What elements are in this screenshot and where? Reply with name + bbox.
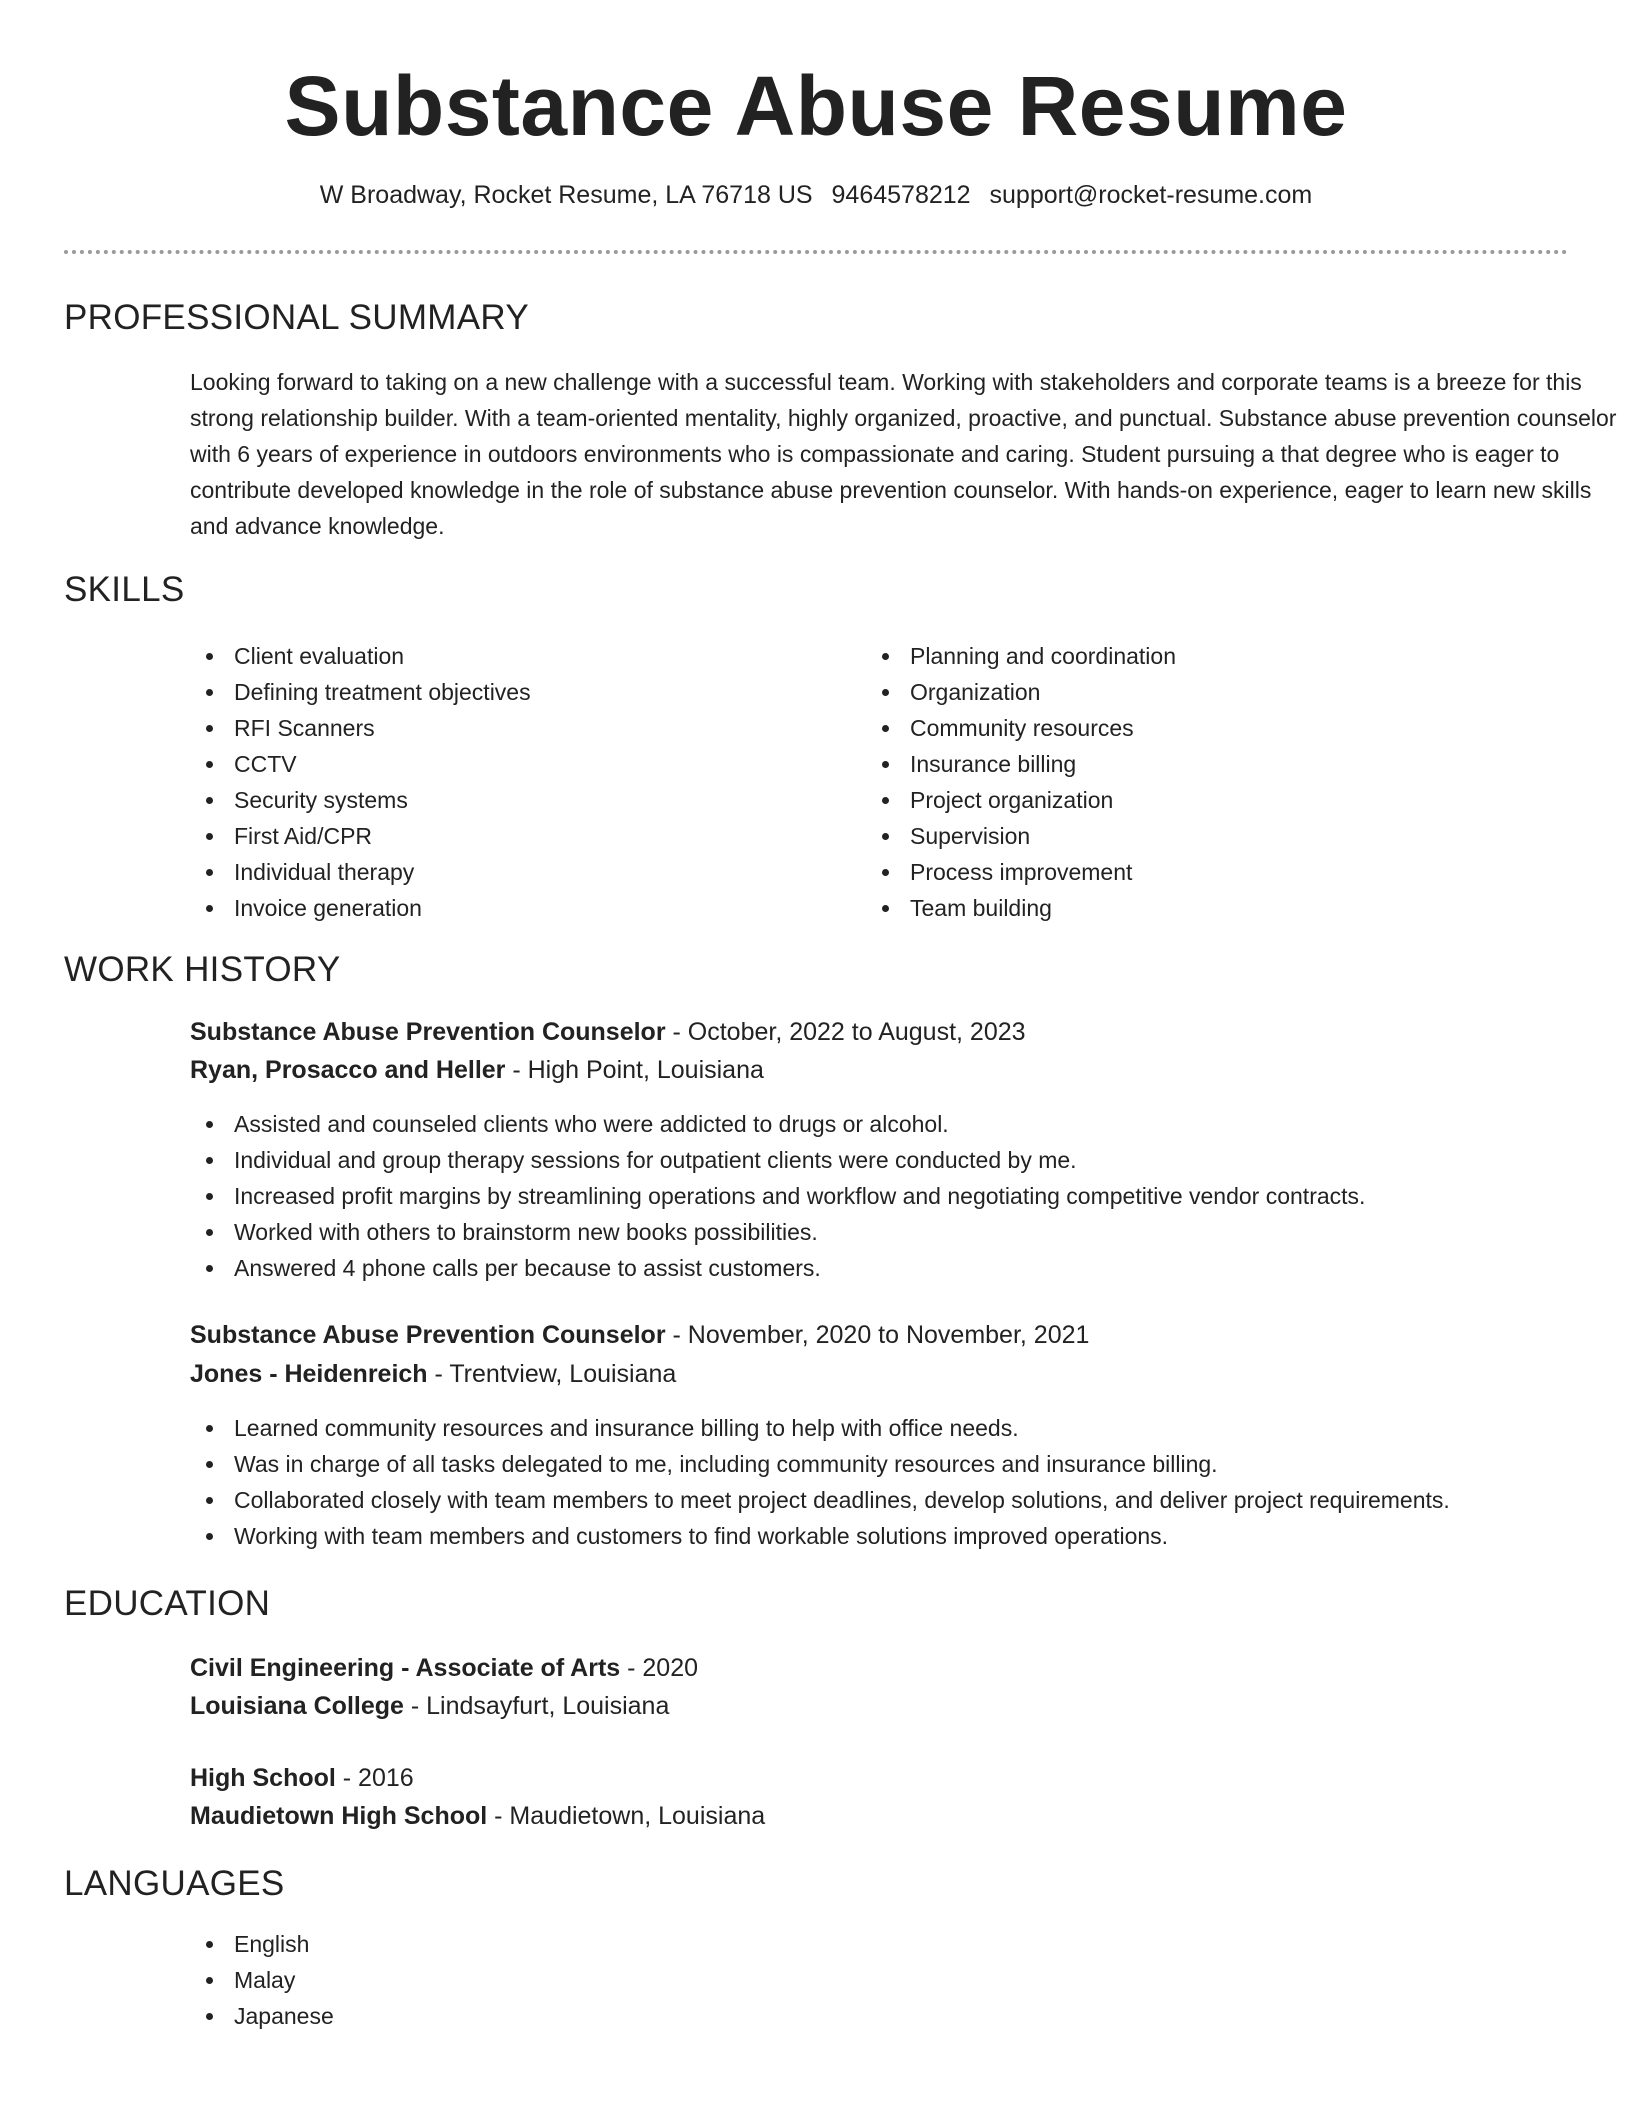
languages-list <box>190 1926 334 2034</box>
education-degree: Civil Engineering - Associate of Arts <box>190 1654 621 1682</box>
summary-text: Looking forward to taking on a new challenge with a successful team. Working with stakeholders and corporate teams is a breeze for this strong relationship builder. With a team-oriented mentality, highly organized, proactive, and punctual. Substance abuse prevention counselor with 6 years of experience in outdoors environments who is compassionate and caring. Student pursuing a that degree who is eager to contribute developed knowledge in the role of substance abuse prevention counselor. With hands-on experience, eager to learn new skills and advance knowledge. <box>190 369 1617 539</box>
work-heading: WORK HISTORY <box>64 950 341 989</box>
language-item: Malay <box>190 1962 334 1998</box>
education-school-line <box>190 1798 765 1834</box>
education-school: Louisiana College <box>190 1692 404 1720</box>
education-school-line <box>190 1688 669 1724</box>
skill-item: Team building <box>866 890 1176 926</box>
skill-item: Organization <box>866 674 1176 710</box>
education-degree: High School <box>190 1764 336 1792</box>
education-heading: EDUCATION <box>64 1584 271 1623</box>
skill-item: Defining treatment objectives <box>190 674 531 710</box>
job-bullet: Individual and group therapy sessions for outpatient clients were conducted by me. <box>190 1142 1365 1178</box>
job-title-line <box>190 1014 1026 1050</box>
contact-email: support@rocket-resume.com <box>989 181 1313 209</box>
job-bullet: Was in charge of all tasks delegated to me, including community resources and insurance billing. <box>190 1446 1450 1482</box>
job-dates: - November, 2020 to November, 2021 <box>665 1321 1090 1349</box>
education-location: - Maudietown, Louisiana <box>487 1802 766 1830</box>
job-bullet: Learned community resources and insurance billing to help with office needs. <box>190 1410 1450 1446</box>
job-company: Ryan, Prosacco and Heller <box>190 1056 506 1084</box>
job-title: Substance Abuse Prevention Counselor <box>190 1018 666 1046</box>
education-year: - 2016 <box>335 1764 414 1792</box>
skill-item: Security systems <box>190 782 531 818</box>
resume-page <box>64 0 1617 2029</box>
skills-heading: SKILLS <box>64 570 185 609</box>
skills-list-left <box>190 638 531 926</box>
job-company: Jones - Heidenreich <box>190 1360 428 1388</box>
skill-item: Individual therapy <box>190 854 531 890</box>
contact-address: W Broadway, Rocket Resume, LA 76718 US <box>319 181 813 209</box>
job-title: Substance Abuse Prevention Counselor <box>190 1321 666 1349</box>
education-year: - 2020 <box>620 1654 699 1682</box>
job-dates: - October, 2022 to August, 2023 <box>665 1018 1026 1046</box>
language-item: Japanese <box>190 1998 334 2034</box>
education-school: Maudietown High School <box>190 1802 488 1830</box>
job-bullet: Working with team members and customers to find workable solutions improved operations. <box>190 1518 1450 1554</box>
header-divider <box>64 250 1568 254</box>
education-location: - Lindsayfurt, Louisiana <box>403 1692 670 1720</box>
job-location: - Trentview, Louisiana <box>427 1360 677 1388</box>
job-location: - High Point, Louisiana <box>505 1056 764 1084</box>
job-bullet: Worked with others to brainstorm new books possibilities. <box>190 1214 1365 1250</box>
job-bullet: Collaborated closely with team members to meet project deadlines, develop solutions, and deliver project requirements. <box>190 1482 1450 1518</box>
skill-item: Planning and coordination <box>866 638 1176 674</box>
skill-item: Project organization <box>866 782 1176 818</box>
job-bullets <box>190 1410 1450 1554</box>
summary-heading: PROFESSIONAL SUMMARY <box>64 298 529 337</box>
skill-item: Community resources <box>866 710 1176 746</box>
job-company-line <box>190 1356 676 1392</box>
skill-item: First Aid/CPR <box>190 818 531 854</box>
job-bullets <box>190 1106 1365 1286</box>
languages-heading: LANGUAGES <box>64 1864 285 1903</box>
skill-item: CCTV <box>190 746 531 782</box>
skill-item: Client evaluation <box>190 638 531 674</box>
job-title-line <box>190 1317 1089 1353</box>
skills-list-right <box>866 638 1176 926</box>
skill-item: Insurance billing <box>866 746 1176 782</box>
skill-item: Invoice generation <box>190 890 531 926</box>
education-degree-line <box>190 1650 698 1686</box>
resume-name: Substance Abuse Resume <box>284 59 1348 153</box>
skill-item: Process improvement <box>866 854 1176 890</box>
language-item: English <box>190 1926 334 1962</box>
skill-item: RFI Scanners <box>190 710 531 746</box>
job-bullet: Answered 4 phone calls per because to assist customers. <box>190 1250 1365 1286</box>
education-degree-line <box>190 1760 414 1796</box>
job-bullet: Increased profit margins by streamlining operations and workflow and negotiating competitive vendor contracts. <box>190 1178 1365 1214</box>
job-company-line <box>190 1052 764 1088</box>
contact-line <box>64 178 1568 212</box>
contact-phone: 9464578212 <box>831 181 971 209</box>
skill-item: Supervision <box>866 818 1176 854</box>
job-bullet: Assisted and counseled clients who were addicted to drugs or alcohol. <box>190 1106 1365 1142</box>
